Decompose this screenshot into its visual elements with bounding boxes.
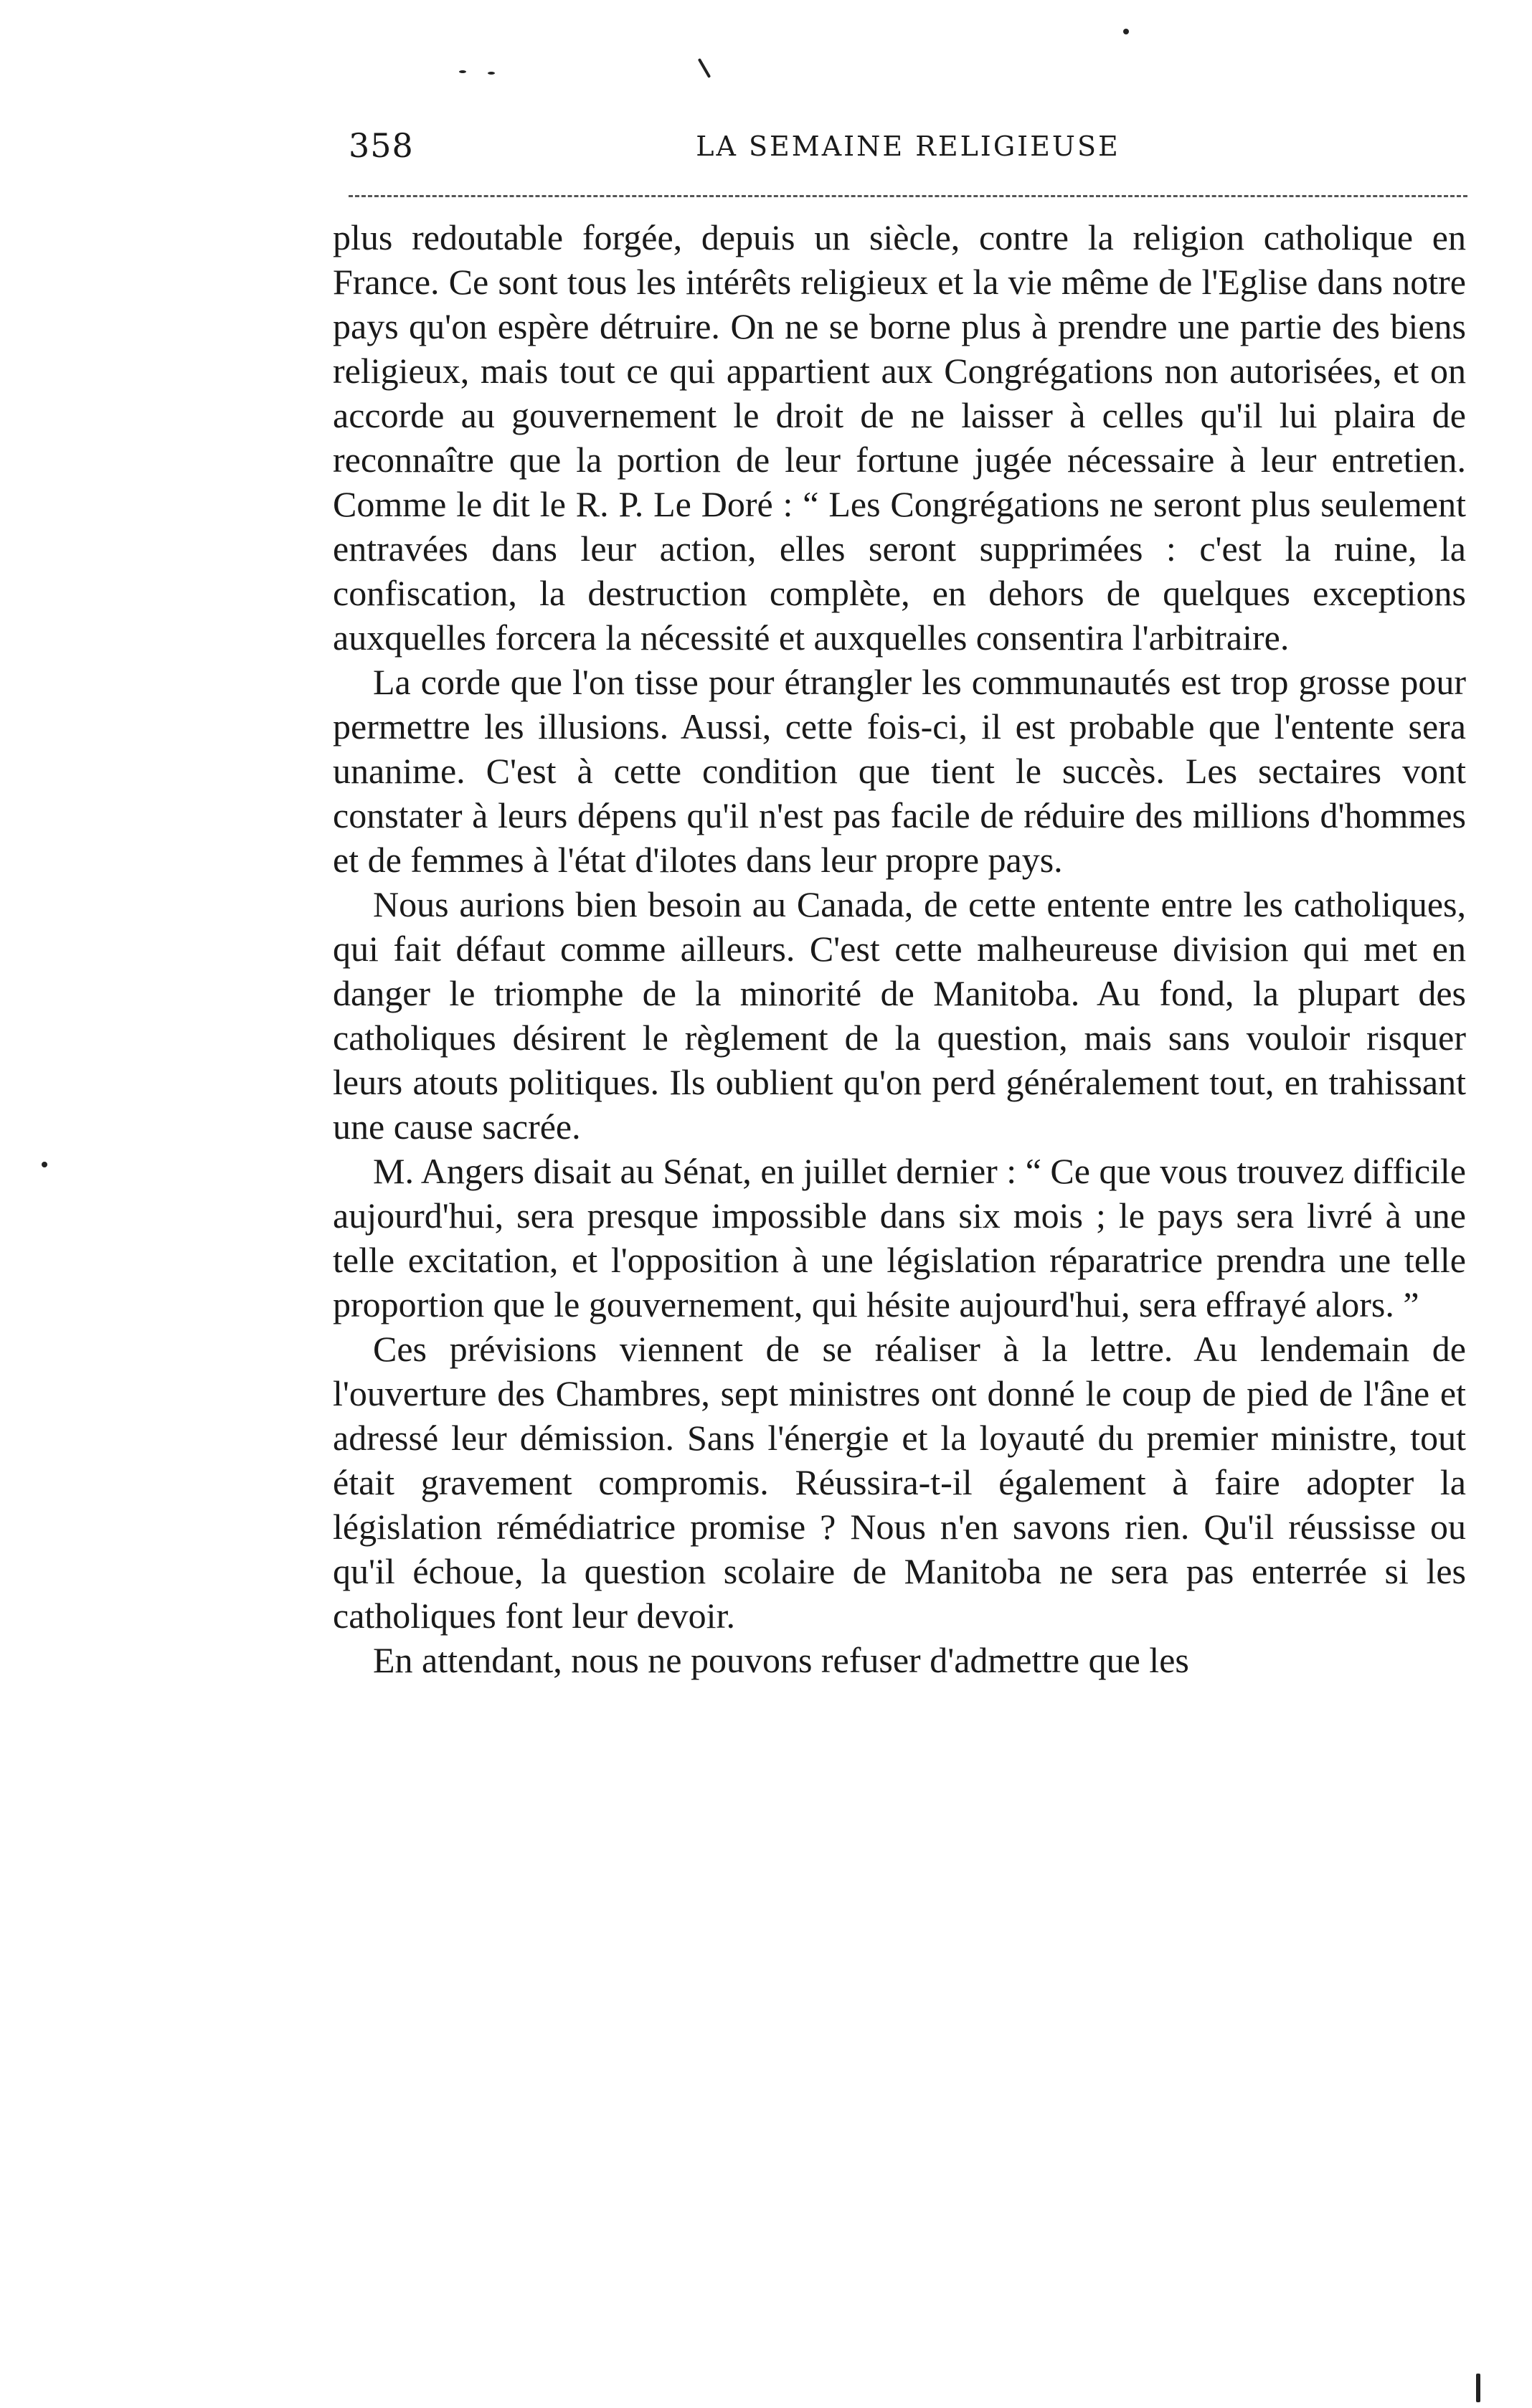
body-text xyxy=(333,215,1466,1682)
header-rule xyxy=(349,195,1467,197)
paragraph-5: Ces prévisions viennent de se réaliser à la lettre. Au lendemain de l'ouverture des Chambres, sept ministres ont donné le coup de pied de l'âne et adressé leur démission. Sans l'énergie et la loyauté du premier ministre, tout était gravement compromis. Réussira-t-il également à faire adopter la législation rémédiatrice promise ? Nous n'en savons rien. Qu'il réussisse ou qu'il échoue, la question scolaire de Manitoba ne sera pas enterrée si les catholiques font leur devoir. xyxy=(333,1329,1466,1636)
scan-speck xyxy=(488,72,495,75)
scan-speck xyxy=(42,1162,47,1167)
page-header xyxy=(349,126,1467,172)
scan-speck xyxy=(1476,2374,1480,2402)
paragraph-6: En attendant, nous ne pouvons refuser d'admettre que les xyxy=(373,1640,1189,1680)
paragraph-3: Nous aurions bien besoin au Canada, de cette entente entre les catholiques, qui fait défaut comme ailleurs. C'est cette malheureuse division qui met en danger le triomphe de la minorité de Manitoba. Au fond, la plupart des catholiques désirent le règlement de la question, mais sans vouloir risquer leurs atouts politiques. Ils oublient qu'on perd généralement tout, en trahissant une cause sacrée. xyxy=(333,884,1466,1147)
running-title: LA SEMAINE RELIGIEUSE xyxy=(696,131,1120,162)
scan-speck xyxy=(459,70,466,73)
paragraph-2: La corde que l'on tisse pour étrangler les communautés est trop grosse pour permettre les illusions. Aussi, cette fois-ci, il est probable que l'entente sera unanime. C'est à cette condition que tient le succès. Les sectaires vont constater à leurs dépens qu'il n'est pas facile de réduire des millions d'hommes et de femmes à l'état d'ilotes dans leur propre pays. xyxy=(333,662,1466,880)
page-number: 358 xyxy=(349,126,414,165)
paragraph-4: M. Angers disait au Sénat, en juillet dernier : “ Ce que vous trouvez difficile aujourd'hui, sera presque impossible dans six mois ; le pays sera livré à une telle excitation, et l'opposition à une législation réparatrice prendra une telle proportion que le gouvernement, qui hésite aujourd'hui, sera effrayé alors. ” xyxy=(333,1151,1466,1324)
paragraph-1: plus redoutable forgée, depuis un siècle, contre la religion catholique en France. Ce sont tous les intérêts religieux et la vie même de l'Eglise dans notre pays qu'on espère détruire. On ne se borne plus à prendre une partie des biens religieux, mais tout ce qui appartient aux Congrégations non autorisées, et on accorde au gouvernement le droit de ne laisser à celles qu'il lui plaira de reconnaître que la portion de leur fortune jugée nécessaire à leur entretien. Comme le dit le R. P. Le Doré : “ Les Congrégations ne seront plus seulement entravées dans leur action, elles seront supprimées : c'est la ruine, la confiscation, la destruction complète, en dehors de quelques exceptions auxquelles forcera la nécessité et auxquelles consentira l'arbitraire. xyxy=(333,217,1466,658)
scan-speck xyxy=(698,58,711,78)
scan-speck xyxy=(1123,29,1129,34)
